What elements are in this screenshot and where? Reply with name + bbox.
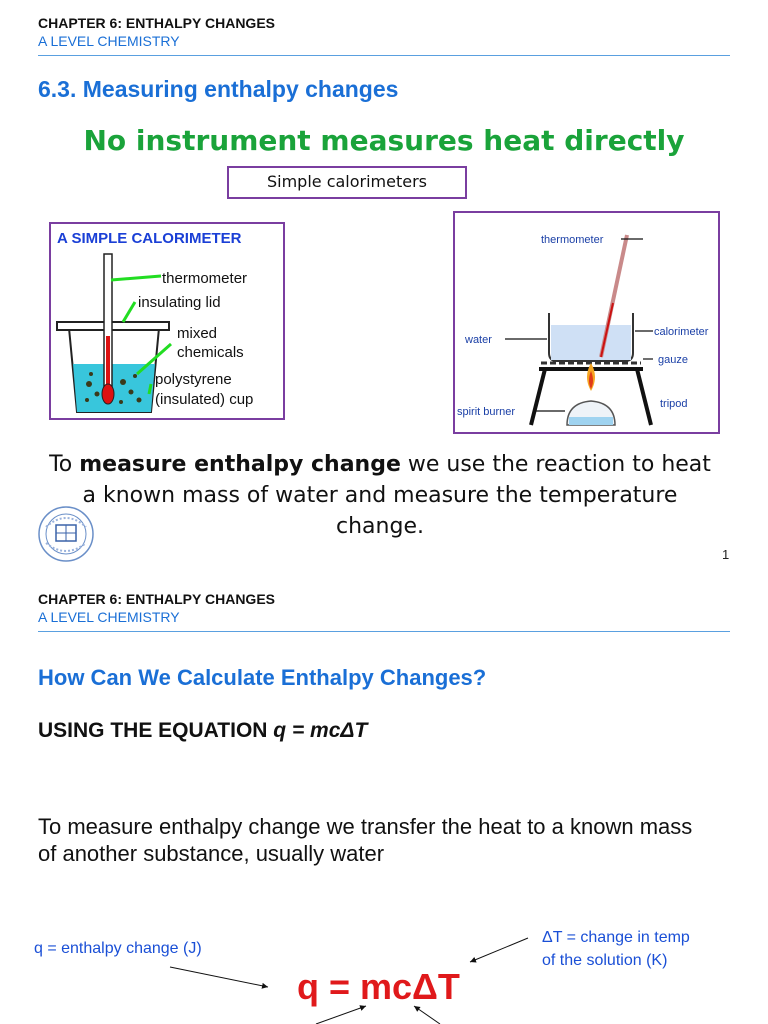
label-insulating-lid: insulating lid: [138, 294, 221, 311]
spirit-fuel: [569, 417, 613, 425]
label-water: water: [465, 334, 492, 346]
paragraph-emphasis: measure enthalpy change: [79, 452, 401, 477]
diagram-title: A SIMPLE CALORIMETER: [57, 230, 242, 247]
label-polystyrene: polystyrene: [155, 371, 232, 388]
headline: No instrument measures heat directly: [83, 124, 685, 157]
thermometer-mercury: [106, 336, 110, 388]
equation-prefix: USING THE EQUATION: [38, 719, 274, 742]
delta-t-line-1: ΔT = change in temp: [542, 929, 690, 946]
label-calorimeter: calorimeter: [654, 326, 709, 338]
label-thermometer: thermometer: [162, 270, 248, 287]
calorimeters-label-box: [227, 166, 467, 199]
arrow-to-c: [414, 1006, 440, 1024]
label-spirit-burner: spirit burner: [457, 406, 516, 418]
transfer-paragraph: To measure enthalpy change we transfer the heat to a known mass of another substance, usually water: [38, 814, 693, 866]
simple-calorimeter-illustration: [51, 224, 283, 418]
page-number: 1: [722, 547, 730, 562]
thermometer-bulb: [102, 384, 114, 404]
course-subheader: A LEVEL CHEMISTRY: [38, 33, 180, 49]
beaker-water: [551, 325, 631, 360]
paragraph-rest: we use the reaction to heat a known mass of water and measure the temperature change.: [82, 452, 711, 539]
delta-t-line-2: of the solution (K): [542, 952, 668, 969]
arrow-to-m: [316, 1006, 366, 1024]
paragraph-intro: To: [49, 452, 80, 477]
label-gauze: gauze: [658, 354, 688, 366]
cup-liquid: [73, 364, 155, 412]
main-equation: q = mcΔT: [297, 966, 460, 1007]
label-mixed: mixed: [177, 325, 218, 342]
equation-inline: q = mcΔT: [273, 719, 368, 742]
chapter-header-2: CHAPTER 6: ENTHALPY CHANGES: [38, 591, 275, 607]
header-divider-2: [38, 631, 730, 632]
spirit-burner-illustration: [455, 213, 718, 432]
spirit-burner-diagram: [453, 211, 720, 434]
label-tripod: tripod: [660, 398, 688, 410]
question-title: How Can We Calculate Enthalpy Changes?: [38, 665, 487, 690]
school-seal-logo: [36, 505, 96, 563]
arrow-to-q: [170, 967, 268, 987]
label-insulated-cup: (insulated) cup: [155, 391, 254, 408]
course-subheader-2: A LEVEL CHEMISTRY: [38, 609, 180, 625]
q-definition: q = enthalpy change (J): [34, 940, 202, 957]
insulating-lid: [57, 322, 169, 330]
equation-arrows: [0, 920, 768, 1024]
label-thermometer-right: thermometer: [541, 234, 604, 246]
header-divider: [38, 55, 730, 56]
label-chemicals: chemicals: [177, 344, 244, 361]
chapter-header: CHAPTER 6: ENTHALPY CHANGES: [38, 15, 275, 31]
equation-line: [38, 719, 367, 743]
measurement-paragraph: [40, 449, 720, 542]
section-title: 6.3. Measuring enthalpy changes: [38, 76, 399, 102]
calorimeters-label: Simple calorimeters: [266, 172, 428, 191]
arrow-to-delta-t: [470, 938, 528, 962]
simple-calorimeter-diagram: [49, 222, 285, 420]
